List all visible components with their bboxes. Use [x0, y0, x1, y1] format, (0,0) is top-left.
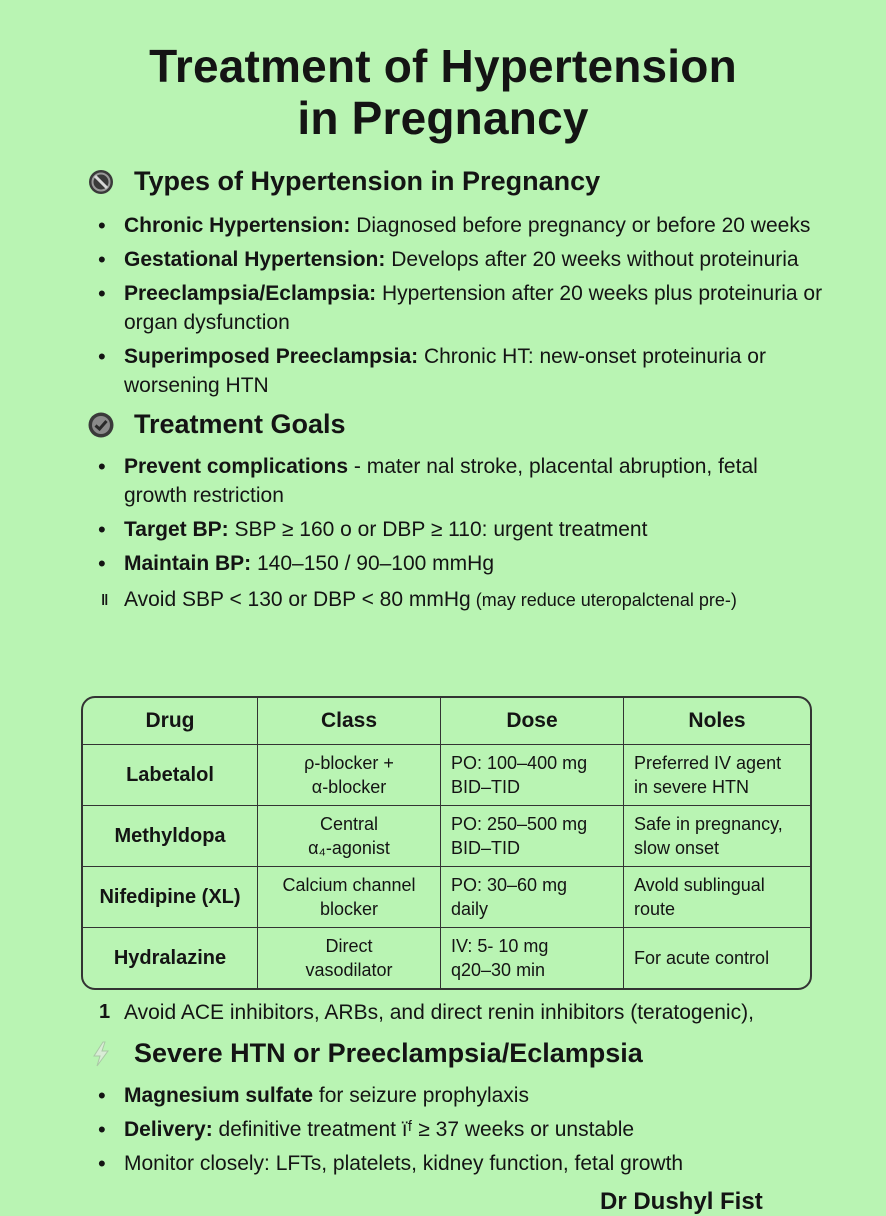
cell-note: Safe in pregnancy, slow onset — [624, 806, 811, 867]
item-text: definitive treatment ïᶠ ≥ 37 weeks or unstable — [212, 1118, 635, 1141]
title-line-1: Treatment of Hypertension — [149, 40, 737, 92]
item-text: Diagnosed before pregnancy or before 20 weeks — [350, 214, 811, 237]
list-item — [0, 1081, 886, 1110]
cell-drug: Methyldopa — [83, 806, 258, 867]
list-item — [0, 245, 886, 274]
signature: Dr Dushyl Fist — [600, 1188, 763, 1215]
page-title — [0, 0, 886, 144]
list-item — [0, 1149, 886, 1178]
item-term: Maintain BP: — [124, 552, 252, 575]
item-term: Superimposed Preeclampsia: — [124, 345, 419, 368]
list-item — [0, 279, 886, 337]
drug-table — [81, 696, 812, 990]
cell-class: Direct vasodilator — [258, 928, 441, 988]
item-text: - mater nal stroke, placental abruption, fetal growth restriction — [124, 455, 758, 507]
item-text: Hypertension after 20 weeks plus proteinuria or organ dysfunction — [124, 282, 823, 334]
item-term: Prevent complications — [124, 455, 349, 478]
list-item — [0, 452, 886, 510]
severe-list — [0, 1081, 886, 1178]
avoid-note-list — [0, 998, 886, 1032]
no-entry-icon — [86, 167, 116, 197]
col-header-class: Class — [258, 698, 441, 745]
cell-note: Avold sublingual route — [624, 867, 811, 928]
cell-note: For acute control — [624, 928, 811, 988]
item-term: Magnesium sulfate — [124, 1084, 314, 1107]
item-term: Preeclampsia/Eclampsia: — [124, 282, 377, 305]
col-header-drug: Drug — [83, 698, 258, 745]
item-text: Avoid SBP < 130 or DBP < 80 mmHg — [124, 588, 471, 611]
title-line-2: in Pregnancy — [297, 92, 589, 144]
list-item — [0, 515, 886, 544]
types-list — [0, 211, 886, 400]
section-severe-heading — [86, 1038, 886, 1069]
severe-block — [0, 1038, 886, 1183]
list-item — [0, 549, 886, 578]
item-text: for seizure prophylaxis — [313, 1084, 529, 1107]
item-text: SBP ≥ 160 o or DBP ≥ 110: urgent treatment — [228, 518, 648, 541]
cell-note: Preferred IV agent in severe HTN — [624, 745, 811, 806]
table-row — [83, 867, 810, 928]
lightning-icon — [86, 1039, 116, 1069]
section-goals-heading — [86, 409, 886, 440]
item-text: 140–150 / 90–100 mmHg — [251, 552, 495, 575]
section-types-heading — [86, 166, 886, 197]
cell-class: Calcium channel blocker — [258, 867, 441, 928]
col-header-dose: Dose — [441, 698, 624, 745]
cell-dose: IV: 5- 10 mg q20–30 min — [441, 928, 624, 988]
cell-drug: Nifedipine (XL) — [83, 867, 258, 928]
item-term: Target BP: — [124, 518, 229, 541]
cell-dose: PO: 250–500 mg BID–TID — [441, 806, 624, 867]
list-item — [0, 585, 886, 615]
table-header-row — [83, 698, 810, 745]
table-row — [83, 745, 810, 806]
list-item — [0, 342, 886, 400]
col-header-notes: Noles — [624, 698, 811, 745]
goals-list — [0, 452, 886, 615]
table-row — [83, 928, 810, 988]
cell-drug: Labetalol — [83, 745, 258, 806]
list-item — [0, 211, 886, 240]
section-goals-title: Treatment Goals — [134, 409, 346, 439]
item-text: Develops after 20 weeks without proteinuria — [385, 248, 799, 271]
cell-class: Central α₄-agonist — [258, 806, 441, 867]
cell-class: ρ-blocker + α-blocker — [258, 745, 441, 806]
cell-drug: Hydralazine — [83, 928, 258, 988]
item-term: Delivery: — [124, 1118, 213, 1141]
cell-dose: PO: 100–400 mg BID–TID — [441, 745, 624, 806]
item-term: Gestational Hypertension: — [124, 248, 386, 271]
section-severe-title: Severe HTN or Preeclampsia/Eclampsia — [134, 1038, 643, 1068]
cell-dose: PO: 30–60 mg daily — [441, 867, 624, 928]
table-row — [83, 806, 810, 867]
avoid-note-text: Avoid ACE inhibitors, ARBs, and direct renin inhibitors (teratogenic), — [124, 1001, 754, 1024]
item-term: Chronic Hypertension: — [124, 214, 351, 237]
item-text: Monitor closely: LFTs, platelets, kidney function, fetal growth — [124, 1152, 684, 1175]
check-circle-icon — [86, 410, 116, 440]
item-note: (may reduce uteropalctenal pre-) — [470, 590, 737, 610]
section-types-title: Types of Hypertension in Pregnancy — [134, 166, 601, 196]
avoid-note — [0, 998, 886, 1027]
item-text: Chronic HT: new-onset proteinuria or worsening HTN — [124, 345, 766, 397]
list-item — [0, 1115, 886, 1144]
